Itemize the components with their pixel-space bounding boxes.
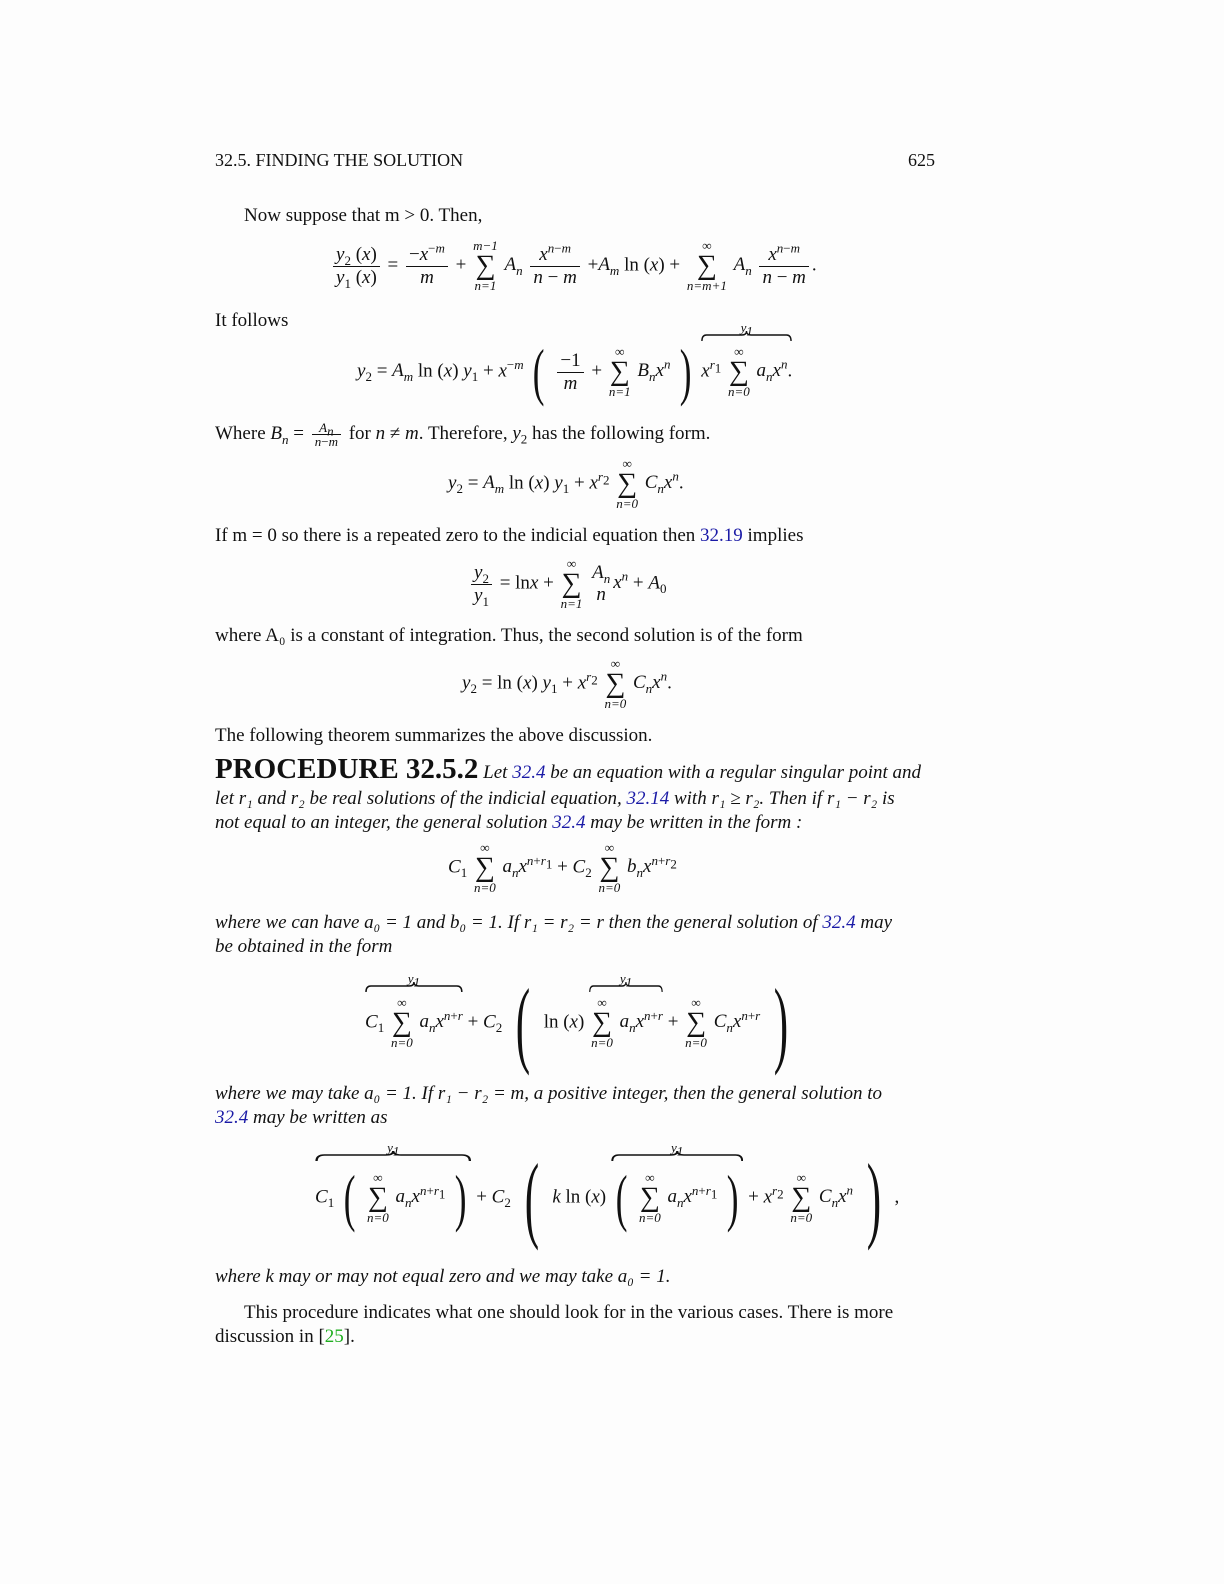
- paragraph-constant: where A₀ is a constant of integration. Thus, the second solution is of the form: [215, 625, 803, 646]
- equation-equal-roots: $y_1$ $C_1$ ∞ ∑ n=0 $a_nx^{n+r} + C_2$ ( ln (x) $y_1$ ∞ ∑ n=0 $a_nx^{n+r}$ + ∞ ∑ n=0 $C_nx^{n+r}$ ): [365, 969, 789, 1076]
- overbrace-y1: $y_1$ ( ∞ ∑ n=0 $a_nx^{n+r_1}$ ): [611, 1166, 744, 1230]
- equation-second-solution: $y_2 = \ln (x) y_1 + x^{r_2}$ ∞ ∑ n=0 $C_nx^n$.: [462, 656, 672, 711]
- citation-25[interactable]: 25: [324, 1326, 344, 1347]
- procedure-title: PROCEDURE 32.5.2: [215, 753, 479, 785]
- paragraph-k-note: where k may or may not equal zero and we may take a₀ = 1.: [215, 1266, 671, 1287]
- paragraph-integer-diff-2: 32.4 may be written as: [215, 1107, 388, 1128]
- paragraph-it-follows: It follows: [215, 310, 289, 331]
- paragraph-summary: The following theorem summarizes the above discussion.: [215, 725, 653, 746]
- paragraph-repeated-zero: If m = 0 so there is a repeated zero to the indicial equation then 32.19 implies: [215, 525, 804, 546]
- procedure-line-2: let r₁ and r₂ be real solutions of the indicial equation, 32.14 with r₁ ≥ r₂. Then if r₁ − r₂ is: [215, 788, 895, 809]
- equation-ratio: $\frac{y_2 (x)}{y_1 (x)}$ = $\frac{-x^{-m}}{m}$ + m−1 ∑ n=1 $A_n$ $\frac{x^{n-m}}{n - m}$ $+A_m$ ln (x) + ∞ ∑ n=m+1 $A_n$ $\frac{x^{n-m}}{n - m}$ .: [330, 240, 817, 292]
- paragraph-where-bn: Where $B_n$ = $\frac{A_n}{n-m}$ for n ≠ m. Therefore, $y_2$ has the following form.: [215, 420, 711, 449]
- overbrace-y1: $y_1$ $C_1$ ∞ ∑ n=0 $a_nx^{n+r}$: [365, 971, 463, 1050]
- overbrace-y1: $y_1$ $C_1$ ( ∞ ∑ n=0 $a_nx^{n+r_1}$ ): [315, 1166, 471, 1230]
- ref-32-14[interactable]: 32.14: [626, 788, 670, 809]
- equation-general-solution: $C_1$ ∞ ∑ n=0 $a_nx^{n+r_1} + C_2$ ∞ ∑ n=0 $b_nx^{n+r_2}$: [448, 840, 677, 895]
- overbrace-y1: $y_1$ ∞ ∑ n=0 $a_nx^{n+r}$: [591, 971, 663, 1050]
- procedure-line-3: not equal to an integer, the general solution 32.4 may be written in the form :: [215, 812, 803, 833]
- page-number: 625: [908, 150, 935, 170]
- paragraph-intro: Now suppose that m > 0. Then,: [244, 205, 483, 226]
- paragraph-conclusion-1: This procedure indicates what one should look for in the various cases. There is more: [244, 1302, 894, 1323]
- ref-32-4[interactable]: 32.4: [822, 912, 856, 933]
- ref-32-4[interactable]: 32.4: [552, 812, 586, 833]
- ref-32-19[interactable]: 32.19: [700, 525, 743, 546]
- equation-y2-expansion: $y_2 = A_m$ ln (x) $y_1 + x^{-m}$ ( $\frac{-1}{m}$ + ∞ ∑ n=1 $B_nx^n$ ) $y_1$ $x^{r_1}$ ∞ ∑ n=0 $a_nx^n$.: [357, 320, 793, 407]
- running-head: 32.5. FINDING THE SOLUTION: [215, 150, 464, 170]
- procedure-line-1: PROCEDURE 32.5.2 Let 32.4 be an equation with a regular singular point and: [215, 753, 922, 785]
- paragraph-conclusion-2: discussion in [25].: [215, 1326, 355, 1347]
- equation-log-ratio: $\frac{y_2}{y_1}$ = lnx + ∞ ∑ n=1 $A_n$ n $x^n + A_0$: [468, 558, 667, 610]
- equation-integer-diff: $y_1$ $C_1$ ( ∞ ∑ n=0 $a_nx^{n+r_1}$ ) + $C_2$ ( k ln (x) $y_1$ ( ∞ ∑ n=0 $a_nx^{n+r_1}$ ) + $x^{r_2}$ ∞ ∑ n=0 $C_nx^n$ ) ,: [315, 1140, 900, 1251]
- equation-y2-form: $y_2 = A_m$ ln (x) $y_1 + x^{r_2}$ ∞ ∑ n=0 $C_nx^n$.: [448, 456, 684, 511]
- overbrace-y1: $y_1$ $x^{r_1}$ ∞ ∑ n=0 $a_nx^n$.: [701, 320, 793, 399]
- paragraph-integer-diff-1: where we may take a₀ = 1. If r₁ − r₂ = m, a positive integer, then the general solution to: [215, 1083, 883, 1104]
- paragraph-equal-roots-2: be obtained in the form: [215, 936, 393, 957]
- paragraph-equal-roots-1: where we can have a₀ = 1 and b₀ = 1. If r₁ = r₂ = r then the general solution of 32.4 may: [215, 912, 893, 933]
- ref-32-4[interactable]: 32.4: [512, 762, 546, 783]
- ref-32-4[interactable]: 32.4: [215, 1107, 249, 1128]
